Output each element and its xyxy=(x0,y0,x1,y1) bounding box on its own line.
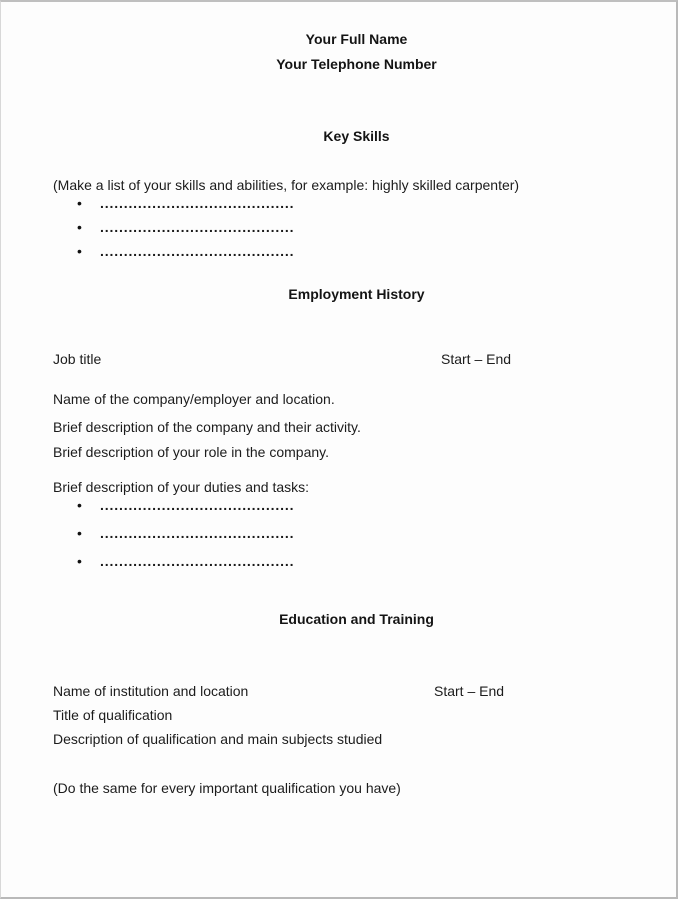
duties-label: Brief description of your duties and tasks: xyxy=(53,479,310,495)
list-item xyxy=(53,194,660,212)
education-note: (Do the same for every important qualification you have) xyxy=(53,780,401,796)
bullet-icon: • xyxy=(77,525,82,541)
key-skills-hint: (Make a list of your skills and abilities, for example: highly skilled carpenter) xyxy=(53,177,520,193)
skill-blank-line: ......................................... xyxy=(100,219,295,235)
duty-blank-line: ......................................... xyxy=(100,553,295,569)
institution-row xyxy=(53,682,660,700)
employment-dates-label: Start – End xyxy=(441,351,512,367)
bullet-icon: • xyxy=(77,219,82,235)
full-name-heading: Your Full Name xyxy=(305,31,408,47)
bullet-icon: • xyxy=(77,553,82,569)
company-name-line: Name of the company/employer and location. xyxy=(53,391,335,407)
telephone-heading: Your Telephone Number xyxy=(276,56,437,72)
key-skills-heading: Key Skills xyxy=(323,128,390,144)
education-dates-label: Start – End xyxy=(434,683,505,699)
role-line: Brief description of your role in the company. xyxy=(53,444,329,460)
list-item xyxy=(53,552,660,570)
list-item xyxy=(53,496,660,514)
list-item xyxy=(53,524,660,542)
job-title-row xyxy=(53,350,660,368)
bullet-icon: • xyxy=(77,497,82,513)
duties-list xyxy=(53,496,660,570)
key-skills-list xyxy=(53,194,660,260)
institution-label: Name of institution and location xyxy=(53,683,249,699)
list-item xyxy=(53,242,660,260)
qualification-description-line: Description of qualification and main subjects studied xyxy=(53,731,383,747)
qualification-title-line: Title of qualification xyxy=(53,707,173,723)
education-training-heading: Education and Training xyxy=(279,611,434,627)
bullet-icon: • xyxy=(77,195,82,211)
skill-blank-line: ......................................... xyxy=(100,195,295,211)
company-activity-line: Brief description of the company and their activity. xyxy=(53,419,361,435)
bullet-icon: • xyxy=(77,243,82,259)
list-item xyxy=(53,218,660,236)
job-title-label: Job title xyxy=(53,351,102,367)
duty-blank-line: ......................................... xyxy=(100,497,295,513)
employment-history-heading: Employment History xyxy=(288,286,425,302)
skill-blank-line: ......................................... xyxy=(100,243,295,259)
duty-blank-line: ......................................... xyxy=(100,525,295,541)
